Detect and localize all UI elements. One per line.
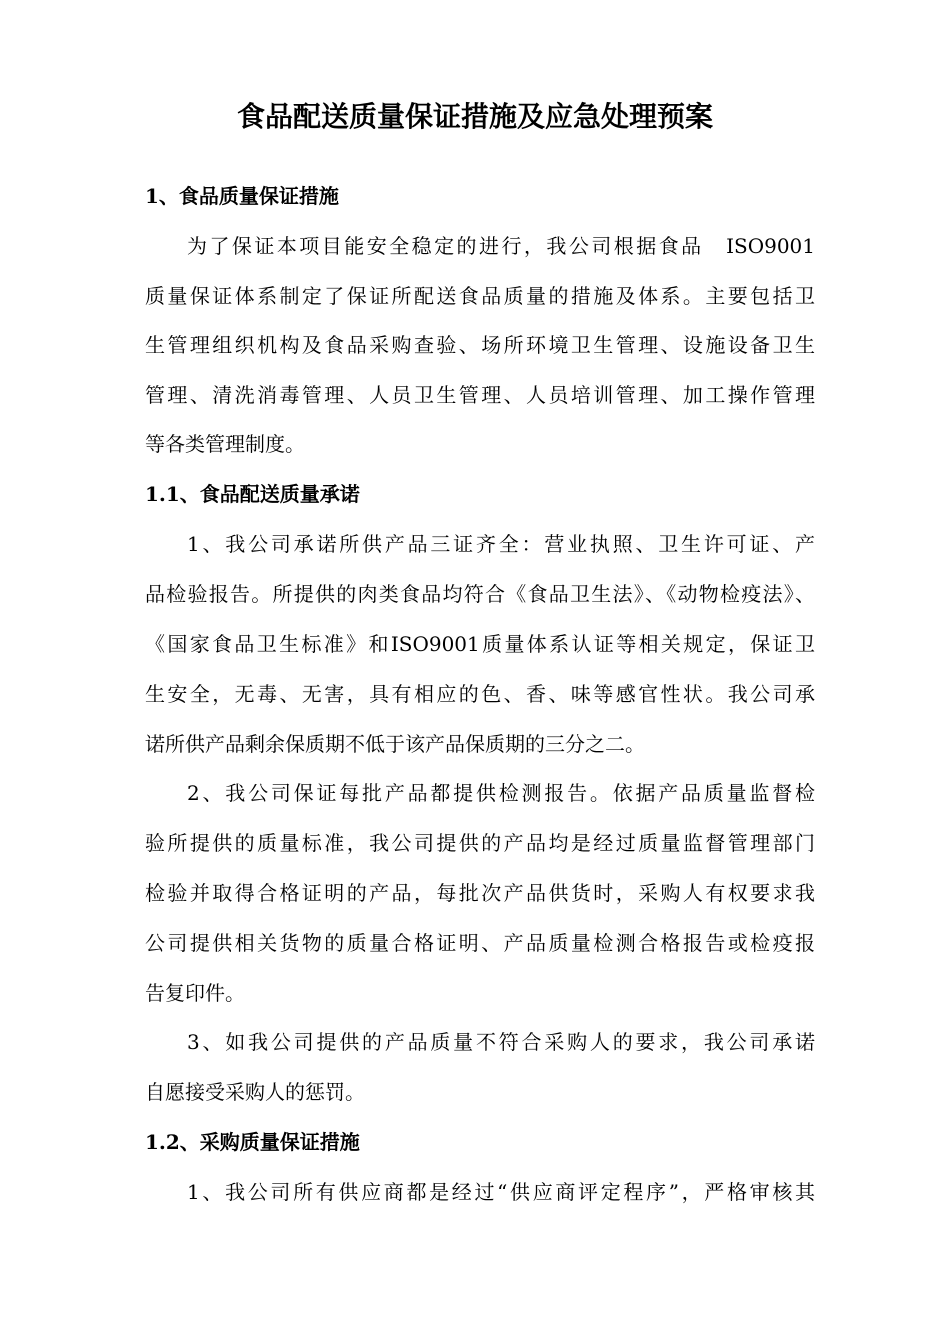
paragraph-line: 品检验报告。所提供的肉类食品均符合《食品卫生法》、《动物检疫法》、: [145, 582, 815, 606]
paragraph-line: 1、我公司承诺所供产品三证齐全：营业执照、卫生许可证、产: [187, 532, 815, 556]
section-heading-1-2: 1.2、采购质量保证措施: [145, 1130, 360, 1154]
paragraph-line: 告复印件。: [145, 981, 245, 1005]
paragraph-line: 《国家食品卫生标准》和ISO9001质量体系认证等相关规定，保证卫: [145, 632, 815, 656]
paragraph-line: 质量保证体系制定了保证所配送食品质量的措施及体系。主要包括卫: [145, 284, 815, 308]
paragraph-line: 为了保证本项目能安全稳定的进行，我公司根据食品 ISO9001: [187, 234, 815, 258]
paragraph-line: 3、如我公司提供的产品质量不符合采购人的要求，我公司承诺: [187, 1030, 815, 1054]
section-heading-1-1: 1.1、食品配送质量承诺: [145, 482, 360, 506]
paragraph-line: 等各类管理制度。: [145, 432, 305, 456]
section-heading-1: 1、食品质量保证措施: [145, 184, 339, 208]
paragraph-line: 验所提供的质量标准，我公司提供的产品均是经过质量监督管理部门: [145, 831, 815, 855]
paragraph-line: 检验并取得合格证明的产品，每批次产品供货时，采购人有权要求我: [145, 881, 815, 905]
paragraph-line: 公司提供相关货物的质量合格证明、产品质量检测合格报告或检疫报: [145, 931, 815, 955]
paragraph-line: 1、我公司所有供应商都是经过“供应商评定程序”，严格审核其: [187, 1180, 815, 1204]
document-title: 食品配送质量保证措施及应急处理预案: [236, 100, 713, 133]
paragraph-line: 2、我公司保证每批产品都提供检测报告。依据产品质量监督检: [187, 781, 815, 805]
paragraph-line: 生安全，无毒、无害，具有相应的色、香、味等感官性状。我公司承: [145, 682, 815, 706]
paragraph-line: 诺所供产品剩余保质期不低于该产品保质期的三分之二。: [145, 732, 645, 756]
paragraph-line: 管理、清洗消毒管理、人员卫生管理、人员培训管理、加工操作管理: [145, 383, 815, 407]
paragraph-line: 自愿接受采购人的惩罚。: [145, 1080, 365, 1104]
paragraph-line: 生管理组织机构及食品采购查验、场所环境卫生管理、设施设备卫生: [145, 333, 815, 357]
